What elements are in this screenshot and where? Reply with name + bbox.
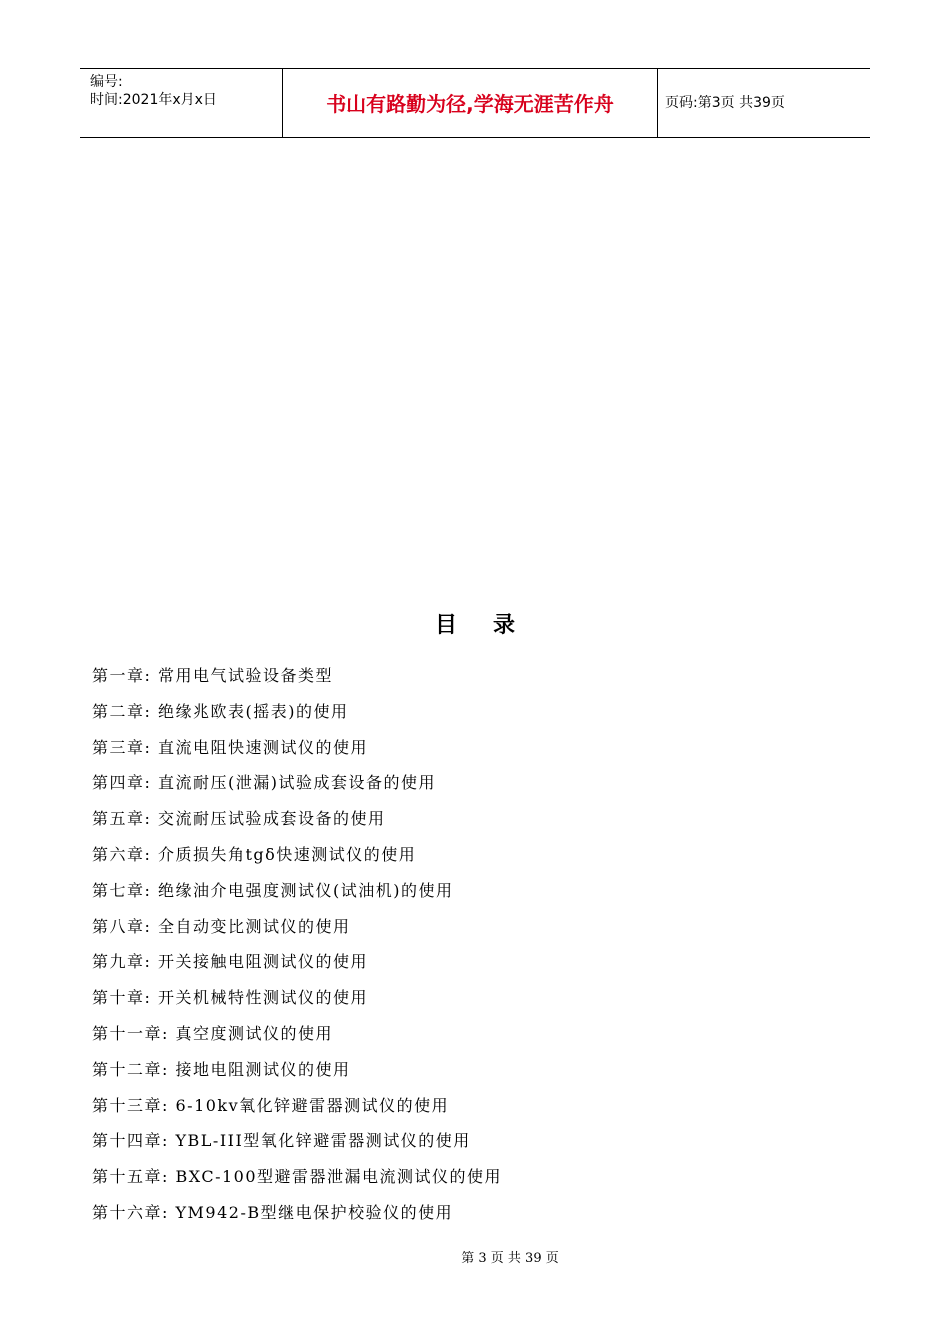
toc-item: 第十二章: 接地电阻测试仪的使用 [92,1059,351,1079]
toc-item: 第二章: 绝缘兆欧表(摇表)的使用 [92,701,349,721]
toc-item: 第六章: 介质损失角tgδ快速测试仪的使用 [92,844,417,864]
toc-item: 第五章: 交流耐压试验成套设备的使用 [92,809,386,829]
toc-item: 第十六章: YM942-B型继电保护校验仪的使用 [92,1202,454,1222]
toc-item: 第四章: 直流耐压(泄漏)试验成套设备的使用 [92,773,436,793]
toc-item: 第三章: 直流电阻快速测试仪的使用 [92,737,368,757]
toc-item: 第十一章: 真空度测试仪的使用 [92,1023,333,1043]
document-number-label: 编号: [90,74,123,90]
toc-item: 第十章: 开关机械特性测试仪的使用 [92,988,368,1008]
page-footer: 第 3 页 共 39 页 [461,1251,559,1266]
table-of-contents [92,662,502,1235]
header-page-info: 页码:第3页 共39页 [665,95,785,111]
header-motto: 书山有路勤为径,学海无涯苦作舟 [326,92,614,116]
toc-item: 第七章: 绝缘油介电强度测试仪(试油机)的使用 [92,880,454,900]
toc-item: 第八章: 全自动变比测试仪的使用 [92,916,351,936]
toc-item: 第十三章: 6-10kv氧化锌避雷器测试仪的使用 [92,1095,450,1115]
header-meta-cell [80,69,282,137]
header-motto-cell [282,69,658,137]
header-page-cell [657,69,870,137]
document-date-label: 时间:2021年x月x日 [90,92,217,108]
toc-title: 目录 [434,612,551,638]
toc-item: 第十五章: BXC-100型避雷器泄漏电流测试仪的使用 [92,1167,503,1187]
toc-item: 第九章: 开关接触电阻测试仪的使用 [92,952,368,972]
toc-item: 第十四章: YBL-III型氧化锌避雷器测试仪的使用 [92,1131,471,1151]
toc-item: 第一章: 常用电气试验设备类型 [92,666,333,685]
page-header [80,68,870,138]
